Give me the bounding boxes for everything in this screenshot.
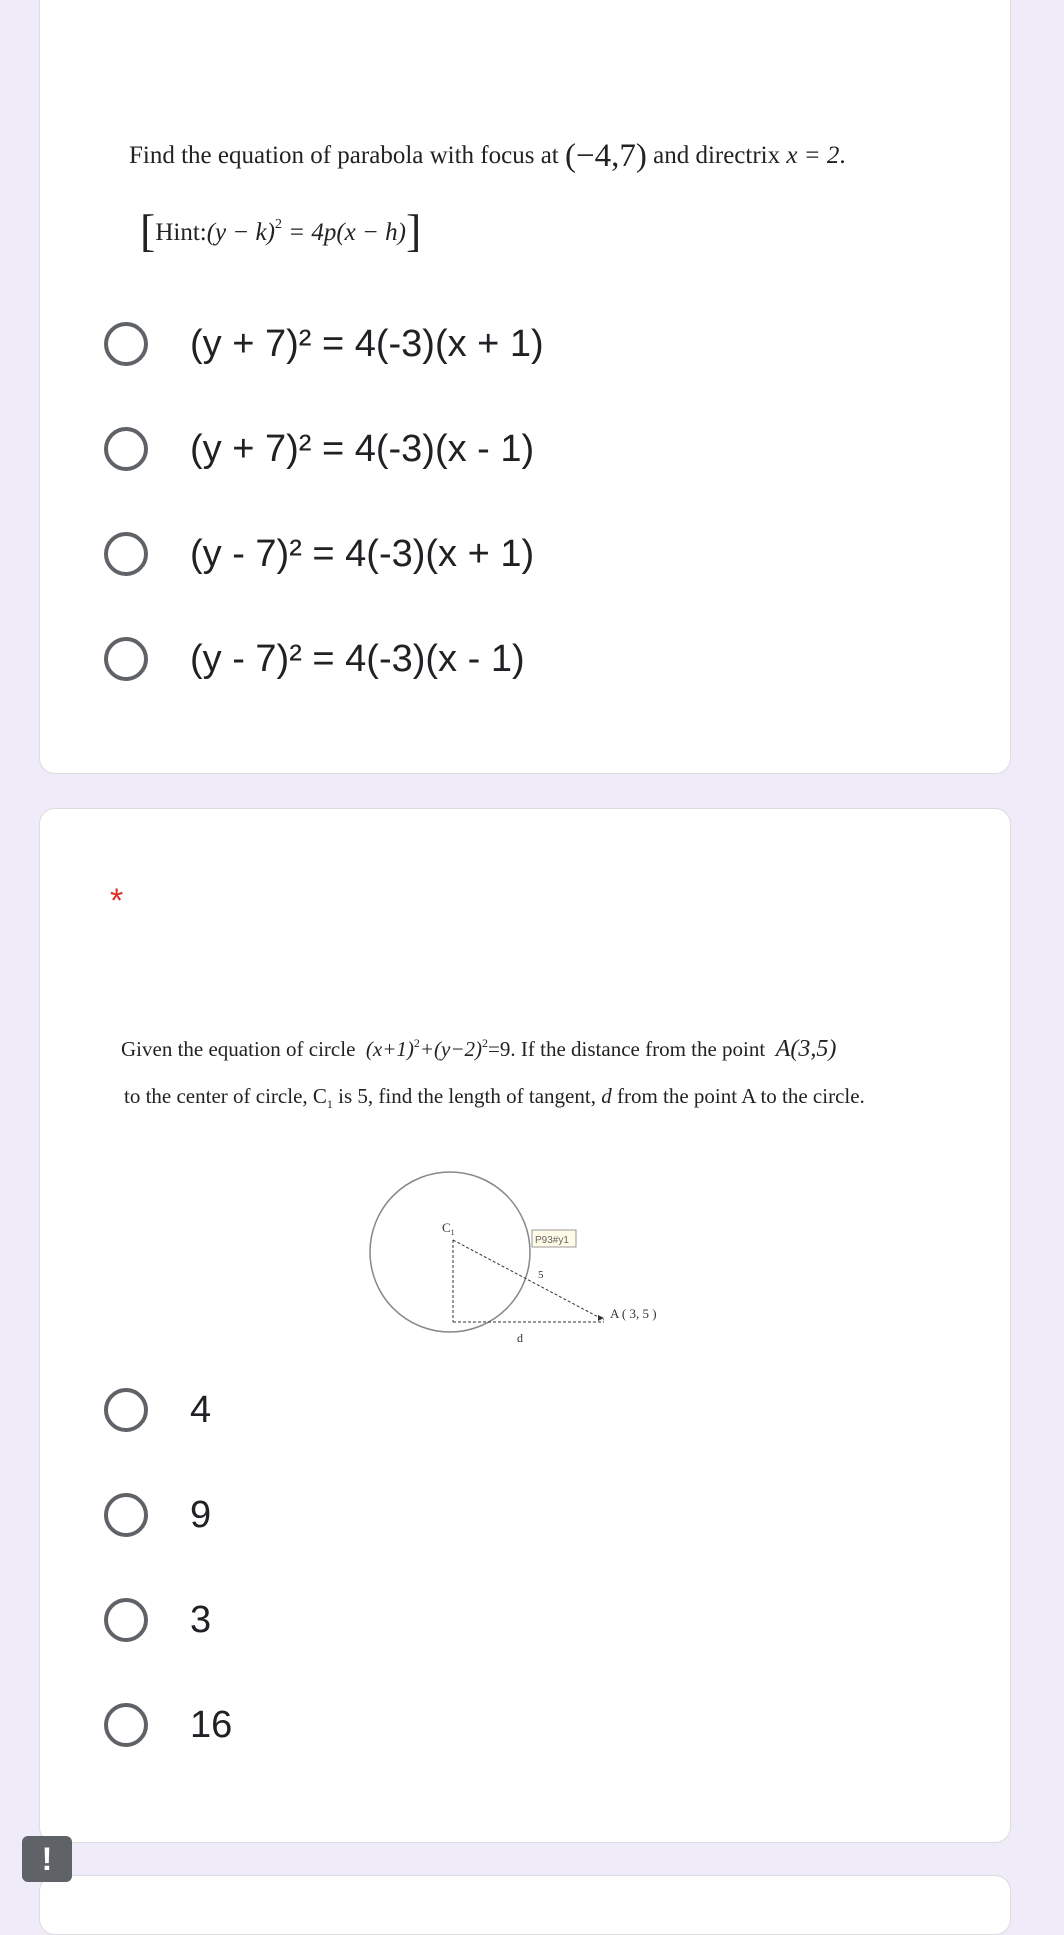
radio-button[interactable]	[104, 1493, 148, 1537]
q1-option-4[interactable]	[104, 632, 525, 686]
radio-button[interactable]	[104, 532, 148, 576]
q2-circle-term1: (x+1)	[365, 1037, 414, 1061]
center-label: $C_1$	[442, 1220, 455, 1237]
q2-line2-part3: from the point A to the circle.	[611, 1084, 865, 1108]
question-1-hint: [Hint:(y − k)$^2$ = 4p(x − h)]	[140, 205, 422, 256]
q1-hint-rhs: = 4p(x − h)	[281, 219, 406, 246]
watermark-text: P93#y1	[535, 1235, 569, 1246]
q2-option-1-label: 4	[190, 1388, 212, 1431]
q1-option-2-label: (y + 7)² = 4(-3)(x - 1)	[190, 427, 535, 470]
q2-circle-term2: +(y−2)	[419, 1037, 483, 1061]
required-asterisk: *	[110, 882, 124, 920]
center-to-point-line	[453, 1240, 604, 1320]
q2-line2-part1: to the center of circle, C	[124, 1084, 327, 1108]
q1-hint-exp: 2	[274, 217, 282, 232]
q1-option-3-label: (y - 7)² = 4(-3)(x + 1)	[190, 532, 535, 575]
q2-line1-middle: . If the distance from the point	[510, 1037, 766, 1061]
q2-point-a: A(3,5)	[775, 1036, 837, 1062]
q2-circle-rhs: =9	[488, 1037, 511, 1061]
q2-sub-one: 1	[326, 1097, 333, 1112]
q1-text-middle: and directrix	[653, 142, 781, 169]
radio-button[interactable]	[104, 1703, 148, 1747]
q2-option-3-label: 3	[190, 1598, 212, 1641]
q1-option-2[interactable]	[104, 422, 534, 476]
distance-label: 5	[538, 1269, 544, 1281]
circle-tangent-diagram	[360, 1160, 680, 1360]
q2-line2-part2: is 5, find the length of tangent,	[332, 1084, 602, 1108]
q2-exp-1: 2	[413, 1036, 420, 1050]
radio-button[interactable]	[104, 637, 148, 681]
q2-option-4-label: 16	[190, 1703, 233, 1746]
q1-text-prefix: Find the equation of parabola with focus at	[129, 142, 559, 169]
radio-button[interactable]	[104, 427, 148, 471]
q1-option-3[interactable]	[104, 527, 534, 581]
q2-option-4[interactable]	[104, 1698, 232, 1752]
q2-d-var: d	[601, 1084, 612, 1108]
question-card-3	[39, 1875, 1011, 1935]
circle-shape	[370, 1172, 530, 1332]
tangent-label: d	[517, 1331, 523, 1345]
radio-button[interactable]	[104, 1598, 148, 1642]
q1-option-1[interactable]	[104, 317, 544, 371]
q1-text-end: .	[839, 142, 846, 169]
q2-option-1[interactable]	[104, 1383, 211, 1437]
q1-option-1-label: (y + 7)² = 4(-3)(x + 1)	[190, 322, 544, 365]
q1-option-4-label: (y - 7)² = 4(-3)(x - 1)	[190, 637, 525, 680]
q1-hint-label: Hint:	[155, 219, 207, 246]
question-2-line-1	[121, 1036, 836, 1063]
q1-hint-lhs: (y − k)	[206, 219, 275, 246]
radio-button[interactable]	[104, 322, 148, 366]
radio-button[interactable]	[104, 1388, 148, 1432]
point-label: A ( 3, 5 )	[610, 1306, 657, 1321]
q2-exp-2: 2	[482, 1036, 489, 1050]
q1-focus: (−4,7)	[565, 138, 647, 174]
q2-option-2[interactable]	[104, 1488, 211, 1542]
q2-option-2-label: 9	[190, 1493, 212, 1536]
q2-option-3[interactable]	[104, 1593, 211, 1647]
alert-icon[interactable]: !	[22, 1836, 72, 1882]
arrow-head	[598, 1315, 604, 1321]
question-1-text	[129, 138, 846, 175]
q1-directrix: x = 2	[786, 142, 840, 169]
q2-line1-prefix: Given the equation of circle	[121, 1037, 356, 1061]
question-2-line-2	[124, 1084, 865, 1112]
